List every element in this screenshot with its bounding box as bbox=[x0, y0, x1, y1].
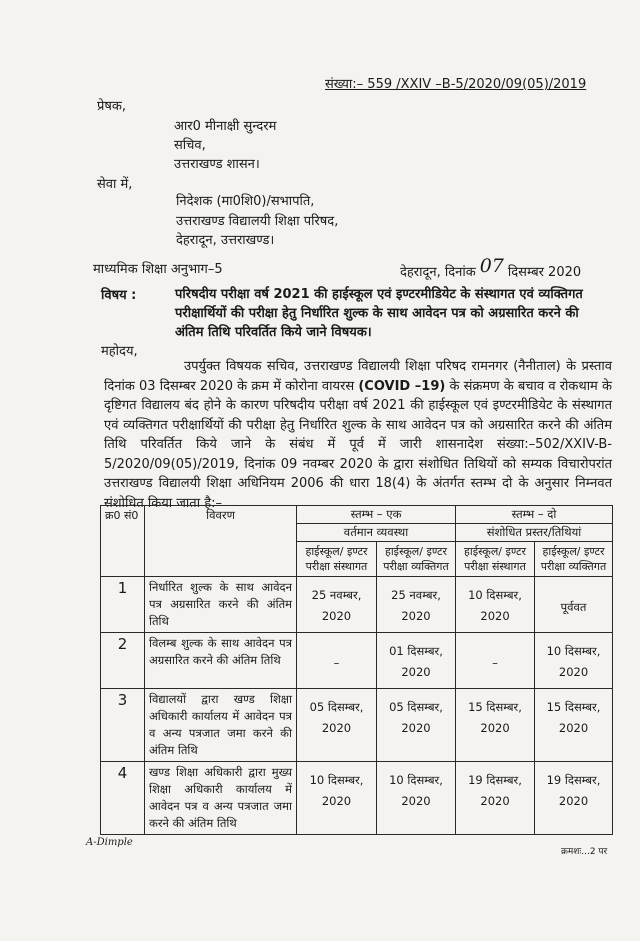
row-description: विलम्ब शुल्क के साथ आवेदन पत्र अग्रसारित करने की अंतिम तिथि bbox=[145, 633, 297, 689]
header-column-one: स्तम्भ – एक bbox=[297, 506, 456, 524]
row-cell: 15 दिसम्बर, 2020 bbox=[456, 689, 535, 762]
table-header-row bbox=[101, 506, 613, 524]
header-column-two: स्तम्भ – दो bbox=[456, 506, 613, 524]
sender-name: आर0 मीनाक्षी सुन्दरम bbox=[174, 119, 277, 134]
table-row bbox=[101, 762, 613, 835]
body-part-2: के संक्रमण के बचाव व रोकथाम के दृष्टिगत विद्यालय बंद होने के कारण परिषदीय परीक्षा वर्ष 2021 की हाईस्कूल एवं इण्टरमीडियेट के संस्थागत एवं व्यक्तिगत परीक्षार्थियों की परीक्षा हेतु निर्धारित शुल्क के साथ आवेदन पत्र को अग्रसारित करने की अंतिम तिथि परिवर्तित किये जाने के संबंध में पूर्व में जारी शासनादेश संख्या:–502/XXIV-B-5/2020/09(05)/2019, दिनांक 09 नवम्बर 2020 के द्वारा संशोधित तिथियों को सम्यक विचारोपरांत उत्तराखण्ड विद्यालयी शिक्षा अधिनियम 2006 की धारा 18(4) के अंतर्गत स्तम्भ दो के अनुसार निम्नवत संशोधित किया जाता है:– bbox=[104, 378, 612, 511]
row-description: विद्यालयों द्वारा खण्ड शिक्षा अधिकारी कार्यालय में आवेदन पत्र व अन्य पत्रजात जमा करने की अंतिम तिथि bbox=[145, 689, 297, 762]
row-sno: 1 bbox=[101, 577, 145, 633]
body-part-1: उपर्युक्त विषयक सचिव, उत्तराखण्ड विद्यालयी शिक्षा परिषद रामनगर (नैनीताल) के प्रस्ताव दिनांक 03 दिसम्बर 2020 के क्रम में कोरोना वायरस bbox=[104, 359, 612, 394]
row-description: निर्धारित शुल्क के साथ आवेदन पत्र अग्रसारित करने की अंतिम तिथि bbox=[145, 577, 297, 633]
row-cell: 25 नवम्बर, 2020 bbox=[297, 577, 377, 633]
row-cell: 05 दिसम्बर, 2020 bbox=[377, 689, 456, 762]
salutation: महोदय, bbox=[101, 344, 138, 359]
recipient-line-1: निदेशक (मा0शि0)/सभापति, bbox=[176, 194, 315, 209]
body-paragraph bbox=[104, 357, 612, 513]
subject-label: विषय : bbox=[101, 288, 137, 303]
sender-office: उत्तराखण्ड शासन। bbox=[174, 157, 260, 172]
covid-label: (COVID –19) bbox=[358, 378, 446, 394]
signature-initials: A-Dimple bbox=[86, 837, 133, 848]
row-cell: 10 दिसम्बर, 2020 bbox=[377, 762, 456, 835]
sender-label: प्रेषक, bbox=[97, 99, 127, 114]
row-cell: 19 दिसम्बर, 2020 bbox=[535, 762, 613, 835]
recipient-line-3: देहरादून, उत्तराखण्ड। bbox=[176, 233, 275, 248]
subject-text: परिषदीय परीक्षा वर्ष 2021 की हाईस्कूल एवं इण्टरमीडियेट के संस्थागत एवं व्यक्तिगत परीक्षार्थियों की परीक्षा हेतु निर्धारित शुल्क के साथ आवेदन पत्र को अग्रसारित करने की अंतिम तिथि परिवर्तित किये जाने विषयक। bbox=[175, 287, 583, 340]
row-cell: 19 दिसम्बर, 2020 bbox=[456, 762, 535, 835]
header-revised-dates: संशोधित प्रस्तर/तिथियां bbox=[456, 524, 613, 542]
header-private-current: हाईस्कूल/ इण्टर परीक्षा व्यक्तिगत bbox=[377, 542, 456, 577]
header-current-system: वर्तमान व्यवस्था bbox=[297, 524, 456, 542]
row-description: खण्ड शिक्षा अधिकारी द्वारा मुख्य शिक्षा अधिकारी कार्यालय में आवेदन पत्र व अन्य पत्रजात जमा करने की अंतिम तिथि bbox=[145, 762, 297, 835]
row-cell: – bbox=[297, 633, 377, 689]
row-cell: 10 दिसम्बर, 2020 bbox=[297, 762, 377, 835]
schedule-table bbox=[100, 505, 613, 835]
place-date bbox=[400, 255, 582, 281]
table-row bbox=[101, 689, 613, 762]
row-sno: 2 bbox=[101, 633, 145, 689]
row-cell: – bbox=[456, 633, 535, 689]
header-institutional-current: हाईस्कूल/ इण्टर परीक्षा संस्थागत bbox=[297, 542, 377, 577]
header-description: विवरण bbox=[145, 506, 297, 577]
row-cell: 10 दिसम्बर, 2020 bbox=[535, 633, 613, 689]
page-continuation: क्रमशः...2 पर bbox=[561, 847, 608, 857]
row-sno: 3 bbox=[101, 689, 145, 762]
header-institutional-revised: हाईस्कूल/ इण्टर परीक्षा संस्थागत bbox=[456, 542, 535, 577]
table-row bbox=[101, 633, 613, 689]
row-cell: 15 दिसम्बर, 2020 bbox=[535, 689, 613, 762]
date-day: 07 bbox=[479, 255, 504, 277]
sender-designation: सचिव, bbox=[174, 138, 206, 153]
date-prefix: देहरादून, दिनांक bbox=[400, 265, 476, 280]
header-private-revised: हाईस्कूल/ इण्टर परीक्षा व्यक्तिगत bbox=[535, 542, 613, 577]
header-sno: क्र0 सं0 bbox=[101, 506, 145, 577]
row-cell: 05 दिसम्बर, 2020 bbox=[297, 689, 377, 762]
row-cell: 10 दिसम्बर, 2020 bbox=[456, 577, 535, 633]
recipient-line-2: उत्तराखण्ड विद्यालयी शिक्षा परिषद, bbox=[176, 214, 339, 229]
date-suffix: दिसम्बर 2020 bbox=[507, 265, 582, 280]
letter-number: संख्या:– 559 /XXIV –B-5/2020/09(05)/2019 bbox=[325, 77, 587, 92]
section-name: माध्यमिक शिक्षा अनुभाग–5 bbox=[93, 262, 223, 277]
row-cell: 25 नवम्बर, 2020 bbox=[377, 577, 456, 633]
recipient-label: सेवा में, bbox=[97, 177, 133, 192]
row-cell: पूर्ववत bbox=[535, 577, 613, 633]
table-row bbox=[101, 577, 613, 633]
row-cell: 01 दिसम्बर, 2020 bbox=[377, 633, 456, 689]
row-sno: 4 bbox=[101, 762, 145, 835]
